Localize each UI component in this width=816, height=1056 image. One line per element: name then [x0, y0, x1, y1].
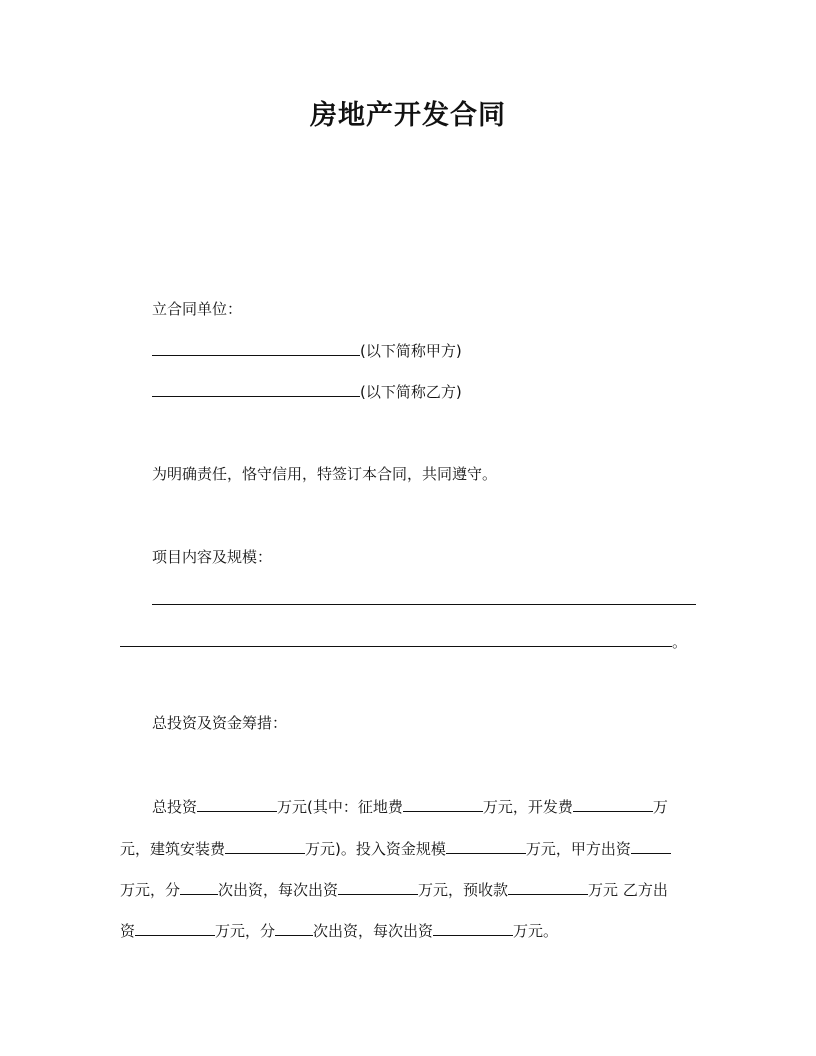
project-line-end: 。 [672, 633, 688, 651]
party-a-contribution-blank [631, 837, 671, 854]
party-a-line [152, 339, 462, 361]
project-blank-1 [152, 588, 696, 605]
investment-text: 万元，预收款 [418, 881, 509, 899]
party-b-contribution-blank [135, 919, 215, 936]
page-title: 房地产开发合同 [310, 100, 506, 131]
investment-text: 万元(其中：征地费 [277, 798, 403, 816]
investment-text: 万元，开发费 [482, 798, 573, 816]
fund-scale-blank [446, 837, 526, 854]
investment-text: 万元，分 [120, 881, 181, 899]
land-fee-blank [403, 795, 483, 812]
investment-line-3 [120, 878, 668, 900]
investment-text: 总投资 [152, 798, 198, 816]
party-b-suffix: (以下简称乙方) [360, 383, 462, 401]
investment-line-1 [152, 795, 668, 817]
construction-fee-blank [225, 837, 305, 854]
project-line-1 [152, 588, 696, 610]
development-fee-blank [573, 795, 653, 812]
investment-text: 元，建筑安装费 [120, 840, 226, 858]
investment-line-4 [120, 919, 558, 941]
party-a-per-installment-blank [338, 878, 418, 895]
investment-text: 次出资，每次出资 [313, 922, 434, 940]
party-b-per-installment-blank [433, 919, 513, 936]
investment-text: 万元，甲方出资 [525, 840, 631, 858]
party-b-installments-blank [275, 919, 313, 936]
party-a-blank [152, 339, 360, 356]
purpose-statement: 为明确责任，恪守信用，特签订本合同，共同遵守。 [152, 465, 498, 483]
investment-line-2 [120, 837, 671, 859]
project-line-2 [120, 630, 687, 652]
total-investment-blank [197, 795, 277, 812]
party-a-installments-blank [180, 878, 218, 895]
parties-heading: 立合同单位： [152, 300, 243, 318]
party-a-suffix: (以下简称甲方) [360, 342, 462, 360]
party-b-line [152, 380, 462, 402]
project-blank-2 [120, 630, 672, 647]
investment-text: 万元)。投入资金规模 [305, 840, 446, 858]
party-b-blank [152, 380, 360, 397]
investment-text: 万元，分 [215, 922, 276, 940]
investment-text: 万 [652, 798, 668, 816]
investment-heading: 总投资及资金筹措： [152, 714, 288, 732]
project-heading: 项目内容及规模： [152, 548, 273, 566]
investment-text: 资 [120, 922, 136, 940]
advance-payment-blank [508, 878, 588, 895]
investment-text: 次出资，每次出资 [218, 881, 339, 899]
investment-text: 万元 乙方出 [588, 881, 668, 899]
investment-text: 万元。 [513, 922, 559, 940]
